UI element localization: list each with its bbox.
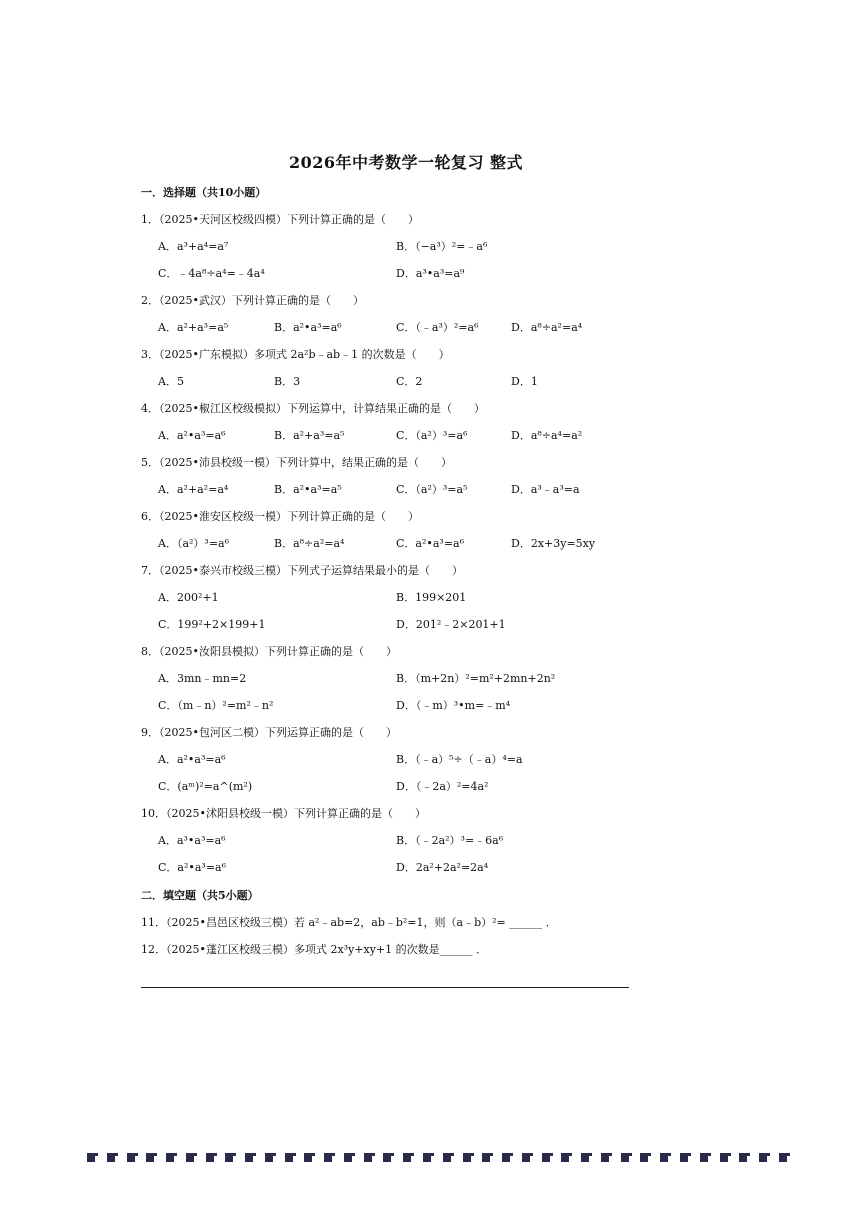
decorative-dot [265, 1153, 273, 1162]
q2-option-c: C．（﹣a³）²=a⁶ [396, 321, 479, 334]
question-3: 3．（2025•广东模拟）多项式 2a²b﹣ab﹣1 的次数是（ ） [141, 348, 450, 361]
q8-option-c: C．（m﹣n）²=m²﹣n² [158, 699, 274, 712]
decorative-dot [621, 1153, 629, 1162]
decorative-dot [245, 1153, 253, 1162]
q4-option-c: C．（a²）³=a⁶ [396, 429, 468, 442]
q3-option-b: B．3 [274, 375, 301, 388]
decorative-dot [127, 1153, 135, 1162]
q6-option-c: C．a²•a³=a⁶ [396, 537, 465, 550]
q9-option-a: A．a²•a³=a⁶ [158, 753, 226, 766]
q10-option-c: C．a²•a³=a⁶ [158, 861, 227, 874]
section-heading-choice: 一．选择题（共10小题） [141, 186, 267, 199]
q10-option-b: B．（﹣2a²）³=﹣6a⁶ [396, 834, 504, 847]
decorative-dot [581, 1153, 589, 1162]
q3-option-d: D．1 [511, 375, 538, 388]
question-5: 5．（2025•沛县校级一模）下列计算中，结果正确的是（ ） [141, 456, 452, 469]
section-heading-fill: 二．填空题（共5小题） [141, 889, 259, 902]
q1-option-b: B．（−a³）²=﹣a⁶ [396, 240, 488, 253]
q6-option-a: A．（a²）³=a⁶ [158, 537, 230, 550]
decorative-dot [107, 1153, 115, 1162]
decorative-dot [522, 1153, 530, 1162]
question-11: 11．（2025•昌邑区校级三模）若 a²﹣ab=2，ab﹣b²=1，则（a﹣b）²= ______ ． [141, 916, 557, 929]
decorative-dot [403, 1153, 411, 1162]
q5-option-a: A．a²+a²=a⁴ [158, 483, 229, 496]
decorative-dot [304, 1153, 312, 1162]
q4-option-d: D．a⁸÷a⁴=a² [511, 429, 583, 442]
q6-option-b: B．a⁸÷a²=a⁴ [274, 537, 345, 550]
decorative-dot [720, 1153, 728, 1162]
q7-option-c: C．199²+2×199+1 [158, 618, 266, 631]
decorative-dot [344, 1153, 352, 1162]
q3-option-c: C．2 [396, 375, 423, 388]
q1-option-a: A．a³+a⁴=a⁷ [158, 240, 229, 253]
decorative-dot [640, 1153, 648, 1162]
decorative-dot [779, 1153, 787, 1162]
q1-option-d: D．a³•a³=a⁹ [396, 267, 465, 280]
decorative-dot [482, 1153, 490, 1162]
q10-option-a: A．a³•a³=a⁶ [158, 834, 226, 847]
q5-option-c: C．（a²）³=a⁵ [396, 483, 468, 496]
q8-option-a: A．3mn﹣mn=2 [158, 672, 247, 685]
q10-option-d: D．2a²+2a²=2a⁴ [396, 861, 489, 874]
decorative-dot [700, 1153, 708, 1162]
q1-option-c: C．﹣4a⁸÷a⁴=﹣4a⁴ [158, 267, 265, 280]
decorative-dot [739, 1153, 747, 1162]
decorative-dot [542, 1153, 550, 1162]
decorative-dot [166, 1153, 174, 1162]
q8-option-d: D．（﹣m）³•m=﹣m⁴ [396, 699, 511, 712]
q9-option-b: B．（﹣a）⁵÷（﹣a）⁴=a [396, 753, 523, 766]
q2-option-b: B．a²•a³=a⁶ [274, 321, 342, 334]
decorative-dot [87, 1153, 95, 1162]
q7-option-d: D．201²﹣2×201+1 [396, 618, 506, 631]
decorative-dot [383, 1153, 391, 1162]
decorative-dot [146, 1153, 154, 1162]
q5-option-b: B．a²•a³=a⁵ [274, 483, 342, 496]
decorative-dot [423, 1153, 431, 1162]
document-title: 2026年中考数学一轮复习 整式 [288, 153, 524, 172]
question-2: 2．（2025•武汉）下列计算正确的是（ ） [141, 294, 364, 307]
decorative-dot [206, 1153, 214, 1162]
q4-option-a: A．a²•a³=a⁶ [158, 429, 226, 442]
q2-option-a: A．a²+a³=a⁵ [158, 321, 229, 334]
q9-option-d: D．（﹣2a）²=4a² [396, 780, 489, 793]
decorative-dot [225, 1153, 233, 1162]
decorative-dot [364, 1153, 372, 1162]
q7-option-b: B．199×201 [396, 591, 467, 604]
question-6: 6．（2025•淮安区校级一模）下列计算正确的是（ ） [141, 510, 419, 523]
question-9: 9．（2025•包河区二模）下列运算正确的是（ ） [141, 726, 397, 739]
question-1: 1．（2025•天河区校级四模）下列计算正确的是（ ） [141, 213, 419, 226]
decorative-dot [443, 1153, 451, 1162]
q3-option-a: A．5 [158, 375, 184, 388]
question-7: 7．（2025•泰兴市校级三模）下列式子运算结果最小的是（ ） [141, 564, 463, 577]
bottom-decorative-dots [87, 1153, 787, 1165]
decorative-dot [186, 1153, 194, 1162]
decorative-dot [759, 1153, 767, 1162]
q6-option-d: D．2x+3y=5xy [511, 537, 596, 550]
question-10: 10．（2025•沭阳县校级一模）下列计算正确的是（ ） [141, 807, 426, 820]
decorative-dot [463, 1153, 471, 1162]
question-12: 12．（2025•蓬江区校级三模）多项式 2x³y+xy+1 的次数是______ ． [141, 943, 488, 956]
decorative-dot [660, 1153, 668, 1162]
decorative-dot [324, 1153, 332, 1162]
decorative-dot [601, 1153, 609, 1162]
q9-option-c: C．(aᵐ)²=a^(m²) [158, 780, 253, 793]
q5-option-d: D．a³﹣a³=a [511, 483, 580, 496]
decorative-dot [561, 1153, 569, 1162]
question-8: 8．（2025•汝阳县模拟）下列计算正确的是（ ） [141, 645, 397, 658]
decorative-dot [502, 1153, 510, 1162]
q8-option-b: B．（m+2n）²=m²+2mn+2n² [396, 672, 556, 685]
decorative-dot [285, 1153, 293, 1162]
q2-option-d: D．a⁸÷a²=a⁴ [511, 321, 583, 334]
footnote-divider [141, 987, 629, 988]
question-4: 4．（2025•椒江区校级模拟）下列运算中，计算结果正确的是（ ） [141, 402, 485, 415]
q7-option-a: A．200²+1 [158, 591, 219, 604]
q4-option-b: B．a²+a³=a⁵ [274, 429, 345, 442]
decorative-dot [680, 1153, 688, 1162]
